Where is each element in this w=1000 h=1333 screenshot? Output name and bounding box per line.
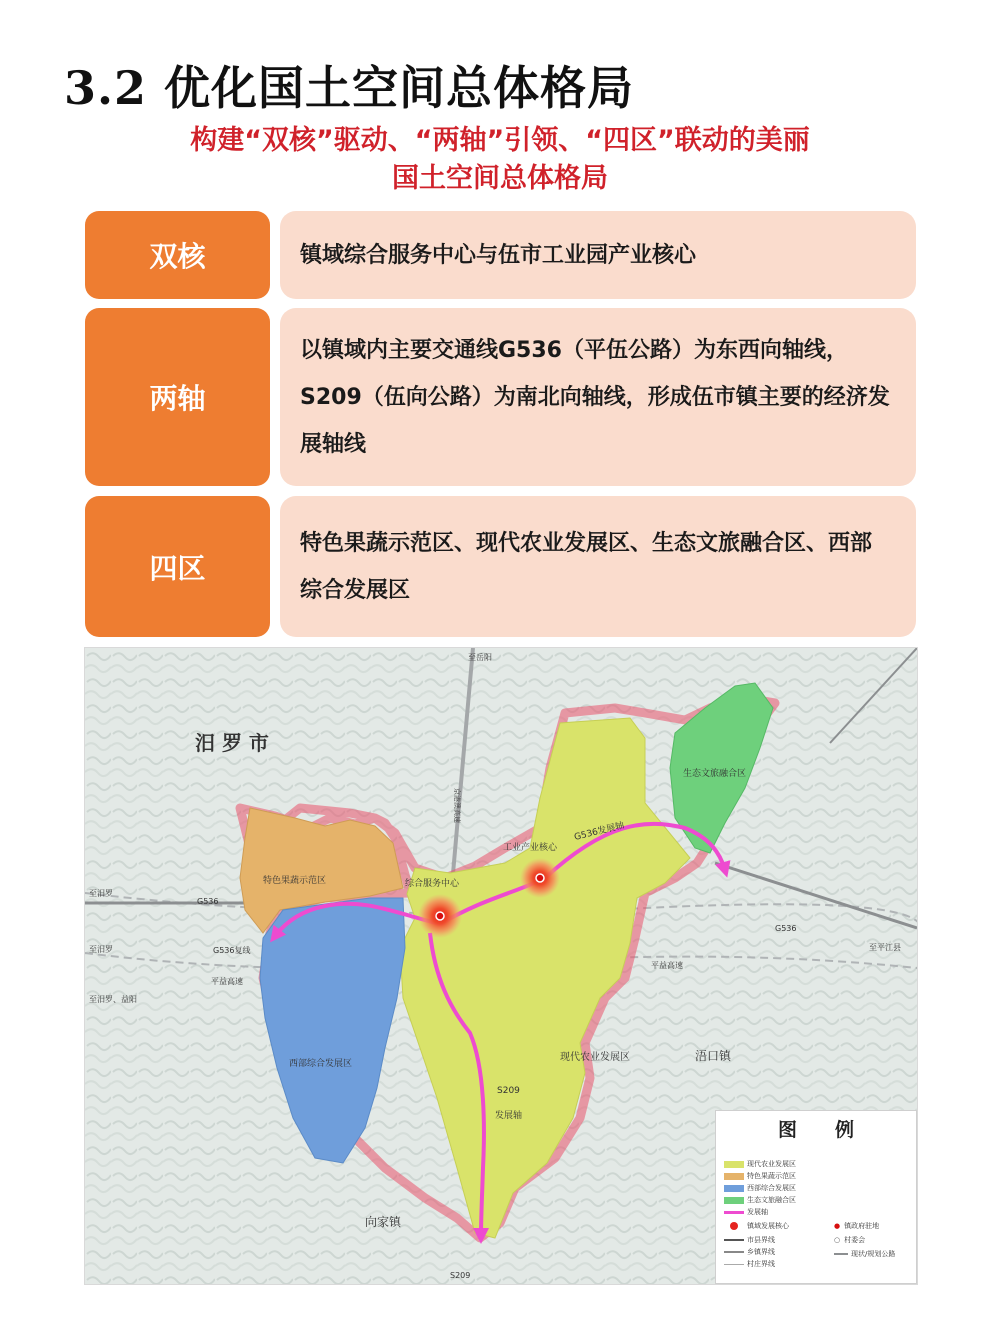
axis-row — [85, 308, 916, 486]
legend-item-county: 市县界线 — [724, 1235, 775, 1245]
place-to-yueyang: 至岳阳 — [468, 653, 492, 662]
legend-item-core: 镇域发展核心 — [724, 1221, 789, 1231]
legend-item-west: 西部综合发展区 — [724, 1183, 796, 1193]
zone-fruit-label: 特色果蔬示范区 — [263, 876, 327, 886]
legend-title: 图例 — [777, 1119, 892, 1141]
legend-item-town: 乡镇界线 — [724, 1247, 775, 1257]
s209-axis-label-2: 发展轴 — [495, 1111, 523, 1121]
place-to-miluo: 至汨罗 — [89, 889, 113, 898]
legend-item-agri: 现代农业发展区 — [724, 1159, 796, 1169]
legend-swatch — [724, 1251, 744, 1253]
zone-agri-label: 现代农业发展区 — [560, 1052, 630, 1063]
place-to-pingjiang: 至平江县 — [869, 943, 901, 952]
g536-axis-label: G536发展轴 — [573, 820, 626, 843]
planning-map — [84, 647, 918, 1285]
zone-eco-label: 生态文旅融合区 — [683, 769, 747, 779]
subtitle-line-2: 国土空间总体格局 — [392, 163, 608, 194]
axis-tag: 两轴 — [85, 308, 270, 486]
legend-swatch — [724, 1264, 744, 1265]
place-to-miluo-yiyang: 至汨罗、益阳 — [89, 995, 137, 1004]
road-pingyi-west: 平益高速 — [211, 977, 243, 986]
road-g536-west: G536 — [197, 897, 219, 906]
legend-swatch — [730, 1222, 738, 1230]
page-title: 3.2 优化国土空间总体格局 — [64, 61, 635, 115]
map-legend — [715, 1110, 917, 1284]
core-tag: 双核 — [85, 211, 270, 299]
legend-item-road: 现状/规划公路 — [834, 1249, 895, 1259]
road-pingyi-east: 平益高速 — [651, 961, 683, 970]
place-xiangjia: 向家镇 — [365, 1215, 402, 1229]
industry-core-label: 工业产业核心 — [503, 843, 558, 853]
legend-swatch — [724, 1239, 744, 1241]
legend-item-eco: 生态文旅融合区 — [724, 1195, 796, 1205]
place-to-miluo-2: 至汨罗 — [89, 945, 113, 954]
subtitle-line-1: 构建“双核”驱动、“两轴”引领、“四区”联动的美丽 — [190, 125, 810, 156]
axis-description: 以镇域内主要交通线G536（平伍公路）为东西向轴线，S209（伍向公路）为南北向轴线，形成伍市镇主要的经济发展轴线 — [280, 308, 916, 486]
service-core-label: 综合服务中心 — [405, 879, 460, 889]
legend-swatch — [724, 1197, 744, 1204]
legend-swatch — [834, 1253, 848, 1255]
road-jinggang: 京港澳高速 — [453, 788, 461, 823]
service-core-dot — [436, 912, 444, 920]
legend-item-village: 村庄界线 — [724, 1259, 775, 1269]
s209-axis-label-1: S209 — [497, 1086, 520, 1096]
gov-dot-icon: ● — [834, 1222, 841, 1230]
zone-row — [85, 496, 916, 637]
legend-swatch — [724, 1185, 744, 1192]
city-label: 汨 罗 市 — [195, 731, 269, 755]
zone-description: 特色果蔬示范区、现代农业发展区、生态文旅融合区、西部综合发展区 — [280, 496, 916, 637]
zone-tag: 四区 — [85, 496, 270, 637]
legend-item-axis: 发展轴 — [724, 1207, 768, 1217]
legend-item-fruit: 特色果蔬示范区 — [724, 1171, 796, 1181]
road-s209-south: S209 — [450, 1271, 471, 1280]
core-description: 镇域综合服务中心与伍市工业园产业核心 — [280, 211, 916, 299]
place-jiangkou: 浯口镇 — [695, 1049, 732, 1063]
industry-core-dot — [536, 874, 544, 882]
legend-swatch — [724, 1173, 744, 1180]
legend-item-village-committee: ○ 村委会 — [834, 1236, 866, 1244]
legend-swatch — [724, 1211, 744, 1214]
page-subtitle — [80, 122, 920, 198]
road-g536-east: G536 — [775, 924, 797, 933]
zone-west-label: 西部综合发展区 — [289, 1059, 353, 1069]
legend-item-gov: ● 镇政府驻地 — [834, 1222, 880, 1230]
road-g536-fork: G536复线 — [213, 946, 251, 955]
village-circle-icon: ○ — [834, 1236, 841, 1244]
legend-swatch — [724, 1161, 744, 1168]
core-row — [85, 211, 916, 299]
